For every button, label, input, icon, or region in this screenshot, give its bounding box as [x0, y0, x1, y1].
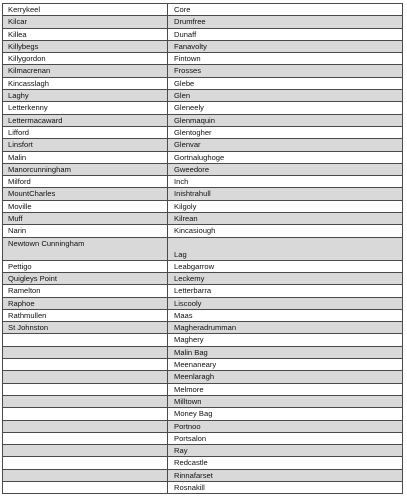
left-column-cell — [3, 383, 168, 395]
left-column-cell — [3, 346, 168, 358]
left-column-cell: Linsfort — [3, 139, 168, 151]
left-column-cell — [3, 457, 168, 469]
left-column-cell: MountCharles — [3, 188, 168, 200]
table-row — [3, 28, 403, 40]
table-row — [3, 260, 403, 272]
table-row — [3, 395, 403, 407]
left-column-cell: Killybegs — [3, 40, 168, 52]
table-row — [3, 272, 403, 284]
left-column-cell: Malin — [3, 151, 168, 163]
right-column-cell: Rosnakill — [168, 481, 403, 493]
right-column-cell: Glebe — [168, 77, 403, 89]
left-column-cell: Muff — [3, 213, 168, 225]
table-row — [3, 334, 403, 346]
left-column-cell: Newtown Cunningham — [3, 237, 168, 260]
table-row — [3, 383, 403, 395]
right-column-cell: Letterbarra — [168, 285, 403, 297]
table-row — [3, 188, 403, 200]
right-column-cell: Rinnafarset — [168, 469, 403, 481]
left-column-cell: Kilcar — [3, 16, 168, 28]
right-column-cell: Portnoo — [168, 420, 403, 432]
left-column-cell — [3, 432, 168, 444]
table-row — [3, 225, 403, 237]
right-column-cell: Meenaneary — [168, 359, 403, 371]
table-row — [3, 77, 403, 89]
table-row — [3, 237, 403, 260]
left-column-cell: St Johnston — [3, 322, 168, 334]
left-column-cell: Narin — [3, 225, 168, 237]
right-column-cell: Malin Bag — [168, 346, 403, 358]
table-row — [3, 16, 403, 28]
right-column-cell: Kincasiough — [168, 225, 403, 237]
table-row — [3, 371, 403, 383]
left-column-cell: Letterkenny — [3, 102, 168, 114]
left-column-cell — [3, 469, 168, 481]
table-row — [3, 90, 403, 102]
table-row — [3, 126, 403, 138]
right-column-cell: Money Bag — [168, 408, 403, 420]
right-column-cell: Portsalon — [168, 432, 403, 444]
table-row — [3, 176, 403, 188]
right-column-cell: Inishtrahull — [168, 188, 403, 200]
table-row — [3, 40, 403, 52]
right-column-cell: Glenvar — [168, 139, 403, 151]
right-column-cell: Glen — [168, 90, 403, 102]
right-column-cell: Maghery — [168, 334, 403, 346]
left-column-cell — [3, 481, 168, 493]
table-row — [3, 53, 403, 65]
right-column-cell: Fanavolty — [168, 40, 403, 52]
right-column-cell: Gleneely — [168, 102, 403, 114]
table-row — [3, 309, 403, 321]
left-column-cell: Killygordon — [3, 53, 168, 65]
left-column-cell: Lifford — [3, 126, 168, 138]
table-row — [3, 213, 403, 225]
left-column-cell: Milford — [3, 176, 168, 188]
left-column-cell: Lettermacaward — [3, 114, 168, 126]
right-column-cell: Drumfree — [168, 16, 403, 28]
left-column-cell: Kerrykeel — [3, 4, 168, 16]
left-column-cell — [3, 408, 168, 420]
right-column-cell: Frosses — [168, 65, 403, 77]
table-row — [3, 163, 403, 175]
left-column-cell: Raphoe — [3, 297, 168, 309]
right-column-cell: Kilgoly — [168, 200, 403, 212]
left-column-cell: Rathmullen — [3, 309, 168, 321]
table-row — [3, 445, 403, 457]
table-row — [3, 114, 403, 126]
right-column-cell: Liscooly — [168, 297, 403, 309]
table-row — [3, 297, 403, 309]
left-column-cell: Kilmacrenan — [3, 65, 168, 77]
left-column-cell: Ramelton — [3, 285, 168, 297]
place-name-table — [2, 3, 403, 494]
right-column-cell: Ray — [168, 445, 403, 457]
left-column-cell — [3, 334, 168, 346]
right-column-cell: Fintown — [168, 53, 403, 65]
table-row — [3, 4, 403, 16]
table-row — [3, 285, 403, 297]
right-column-cell: Glenmaquin — [168, 114, 403, 126]
left-column-cell — [3, 420, 168, 432]
table-row — [3, 457, 403, 469]
table-row — [3, 469, 403, 481]
left-column-cell: Laghy — [3, 90, 168, 102]
left-column-cell — [3, 445, 168, 457]
right-column-cell: Magheradrumman — [168, 322, 403, 334]
right-column-cell: Dunaff — [168, 28, 403, 40]
right-column-cell: Milltown — [168, 395, 403, 407]
table-row — [3, 420, 403, 432]
table-row — [3, 200, 403, 212]
right-column-cell: Gortnalughoge — [168, 151, 403, 163]
table-row — [3, 359, 403, 371]
table-row — [3, 139, 403, 151]
left-column-cell — [3, 359, 168, 371]
left-column-cell: Quigleys Point — [3, 272, 168, 284]
right-column-cell: Meenlaragh — [168, 371, 403, 383]
right-column-cell: Glentogher — [168, 126, 403, 138]
table-row — [3, 346, 403, 358]
left-column-cell: Manorcunningham — [3, 163, 168, 175]
right-column-cell: Lag — [168, 237, 403, 260]
table-row — [3, 432, 403, 444]
right-column-cell: Melmore — [168, 383, 403, 395]
table-row — [3, 481, 403, 493]
right-column-cell: Maas — [168, 309, 403, 321]
table-body — [3, 4, 403, 494]
right-column-cell: Redcastle — [168, 457, 403, 469]
left-column-cell: Pettigo — [3, 260, 168, 272]
table-row — [3, 65, 403, 77]
table-row — [3, 102, 403, 114]
table-row — [3, 322, 403, 334]
table-row — [3, 408, 403, 420]
right-column-cell: Leckemy — [168, 272, 403, 284]
right-column-cell: Core — [168, 4, 403, 16]
left-column-cell — [3, 395, 168, 407]
left-column-cell: Kincasslagh — [3, 77, 168, 89]
left-column-cell: Moville — [3, 200, 168, 212]
left-column-cell: Killea — [3, 28, 168, 40]
right-column-cell: Gweedore — [168, 163, 403, 175]
right-column-cell: Leabgarrow — [168, 260, 403, 272]
left-column-cell — [3, 371, 168, 383]
right-column-cell: Inch — [168, 176, 403, 188]
right-column-cell: Kilrean — [168, 213, 403, 225]
table-row — [3, 151, 403, 163]
